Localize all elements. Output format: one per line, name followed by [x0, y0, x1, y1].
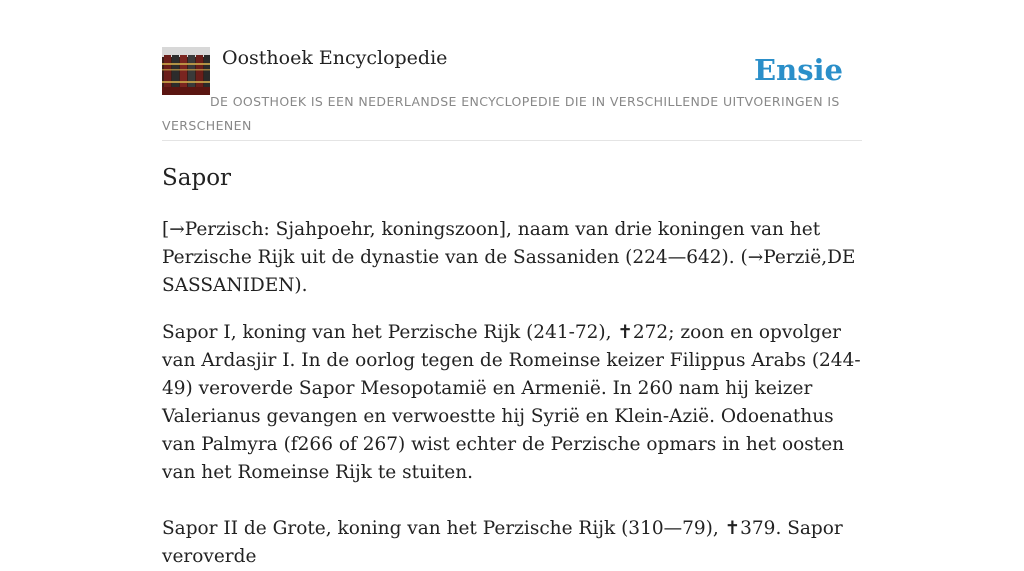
article	[162, 160, 866, 571]
site-tagline: DE OOSTHOEK IS EEN NEDERLANDSE ENCYCLOPEDIE DIE IN VERSCHILLENDE UITVOERINGEN IS VERSCHENEN	[162, 94, 840, 133]
article-paragraph: Sapor II de Grote, koning van het Perzische Rijk (310—79), ✝379. Sapor veroverde	[162, 518, 843, 567]
article-title: Sapor	[162, 165, 232, 191]
ensie-logo[interactable]: Ensie	[754, 53, 843, 87]
site-title[interactable]: Oosthoek Encyclopedie	[222, 47, 448, 69]
article-paragraph: Sapor I, koning van het Perzische Rijk (241-72), ✝272; zoon en opvolger van Ardasjir I. In de oorlog tegen de Romeinse keizer Filippus Arabs (244-49) veroverde Sapor Mesopotamië en Armenië. In 260 nam hij keizer Valerianus gevangen en verwoestte hij Syrië en Klein-Azië. Odoenathus van Palmyra (f266 of 267) wist echter de Perzische opmars in het oosten van het Romeinse Rijk te stuiten.	[162, 322, 861, 483]
encyclopedia-books-icon	[162, 47, 210, 95]
article-paragraph: [→Perzisch: Sjahpoehr, koningszoon], naam van drie koningen van het Perzische Rijk uit de dynastie van de Sassaniden (224—642). (→Perzië,DE SASSANIDEN).	[162, 219, 856, 296]
site-avatar[interactable]	[162, 47, 210, 95]
site-header	[162, 46, 862, 141]
